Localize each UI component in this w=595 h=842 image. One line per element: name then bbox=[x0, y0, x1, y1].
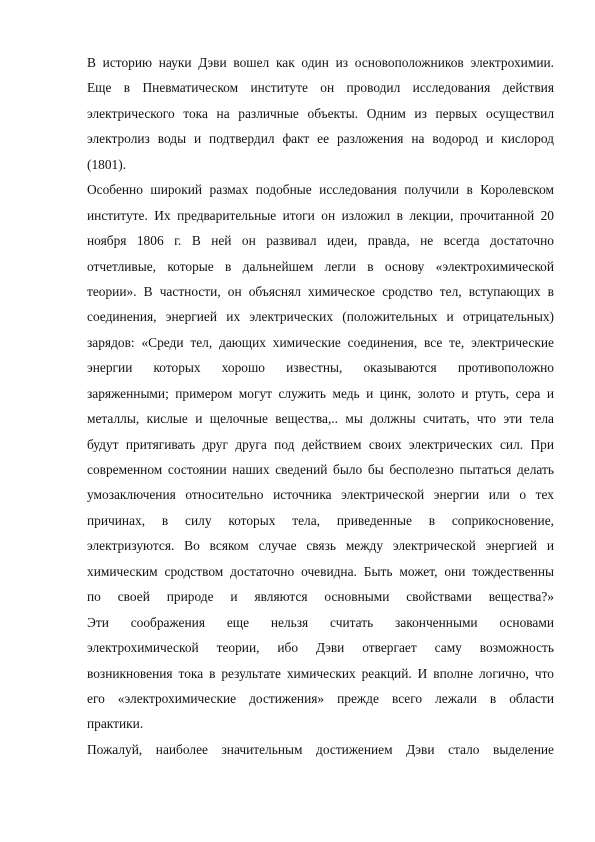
text-line: (1801). bbox=[87, 156, 127, 172]
text-line: металлы, кислые и щелочные вещества,.. мы должны считать, что эти тела bbox=[87, 411, 554, 427]
text-line: электролиз воды и подтвердил факт ее разложения на водород и кислород bbox=[87, 131, 554, 147]
body-text bbox=[87, 50, 554, 762]
text-line: зарядов: «Среди тел, дающих химические соединения, все те, электрические bbox=[87, 334, 554, 350]
text-line: Пожалуй, наиболее значительным достижением Дэви стало выделение bbox=[87, 741, 554, 757]
text-line: теории». В частности, он объяснял химическое сродство тел, вступающих в bbox=[87, 283, 554, 299]
text-line: будут притягивать друг друга под действием своих электрических сил. При bbox=[87, 436, 554, 452]
text-line: современном состоянии наших сведений было бы бесполезно пытаться делать bbox=[87, 462, 554, 477]
text-line: практики. bbox=[87, 716, 144, 732]
text-line: ноября 1806 г. В ней он развивал идеи, правда, не всегда достаточно bbox=[87, 233, 554, 249]
text-line: умозаключения относительно источника электрической энергии или о тех bbox=[87, 487, 554, 503]
text-line: по своей природе и являются основными свойствами вещества?» bbox=[87, 589, 554, 605]
text-line: институте. Их предварительные итоги он изложил в лекции, прочитанной 20 bbox=[87, 207, 554, 223]
text-line: возникновения тока в результате химических реакций. И вполне логично, что bbox=[87, 665, 554, 681]
text-line: его «электрохимические достижения» прежде всего лежали в области bbox=[87, 690, 554, 706]
text-line: электрического тока на различные объекты. Одним из первых осуществил bbox=[87, 105, 554, 121]
text-line: В историю науки Дэви вошел как один из основоположников электрохимии. bbox=[87, 55, 554, 70]
text-line: энергии которых хорошо известны, оказываются противоположно bbox=[87, 360, 554, 376]
text-line: соединения, энергией их электрических (положительных и отрицательных) bbox=[87, 309, 554, 325]
text-line: электрохимической теории, ибо Дэви отвергает саму возможность bbox=[87, 640, 554, 656]
text-line: Еще в Пневматическом институте он проводил исследования действия bbox=[87, 80, 554, 96]
text-line: Эти соображения еще нельзя считать законченными основами bbox=[87, 614, 554, 630]
text-line: химическим сродством достаточно очевидна. Быть может, они тождественны bbox=[87, 563, 554, 579]
text-line: заряженными; примером могут служить медь и цинк, золото и ртуть, сера и bbox=[87, 385, 554, 401]
text-line: отчетливые, которые в дальнейшем легли в основу «электрохимической bbox=[87, 258, 554, 274]
text-line: электризуются. Во всяком случае связь между электрической энергией и bbox=[87, 538, 554, 554]
text-line: Особенно широкий размах подобные исследования получили в Королевском bbox=[87, 182, 554, 198]
text-line: причинах, в силу которых тела, приведенные в соприкосновение, bbox=[87, 512, 554, 528]
